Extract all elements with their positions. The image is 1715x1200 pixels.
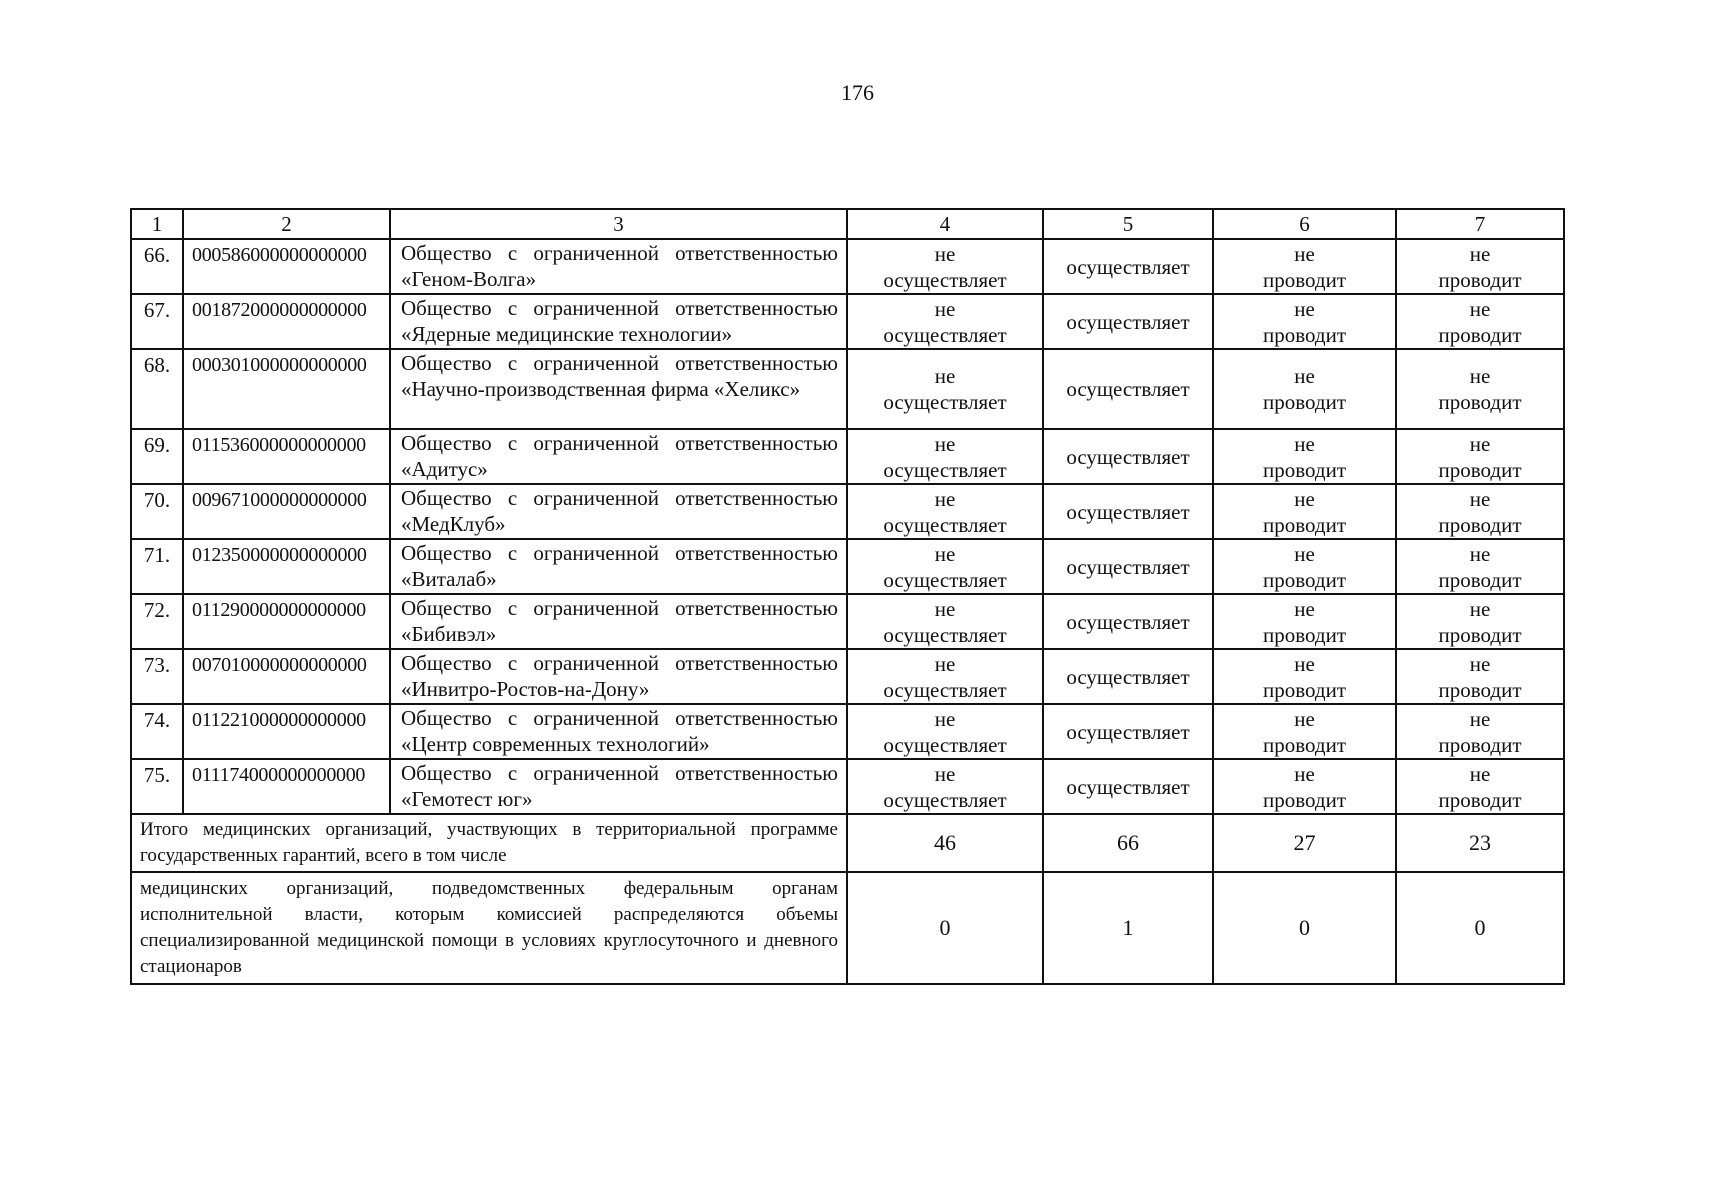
col7-line: не [1469,596,1491,621]
col7-cell [1396,349,1564,429]
table-row [131,649,1564,704]
col4-line: не [934,364,956,388]
col4-cell [847,484,1043,539]
row-number: 67. [131,294,183,349]
row-number: 66. [131,239,183,294]
col7-cell [1396,294,1564,349]
registry-code: 007010000000000000 [183,649,390,704]
col7-cell [1396,484,1564,539]
col6-cell [1213,294,1396,349]
row-number: 69. [131,429,183,484]
col6-line: не [1294,651,1315,676]
col7-line: не [1469,486,1491,511]
totals-value: 23 [1396,814,1564,872]
organization-name: Общество с ограниченной ответственностью «Гемотест юг» [390,759,847,814]
totals-value: 0 [1396,872,1564,984]
col6-line: проводит [1262,677,1346,702]
totals-value: 27 [1213,814,1396,872]
col6-line: проводит [1262,622,1346,647]
col4-line: не [934,486,956,511]
col4-line: осуществляет [883,390,1007,414]
totals-label: медицинских организаций, подведомственных федеральным органам исполнительной власти, которым комиссией распределяются объемы специализированной медицинской помощи в условиях круглосуточного и дневного стационаров [131,872,847,984]
col7-line: проводит [1438,622,1522,647]
col5-cell: осуществляет [1043,429,1213,484]
header-cell: 1 [131,209,183,239]
col5-cell: осуществляет [1043,239,1213,294]
col4-line: осуществляет [883,457,1007,482]
col6-cell [1213,649,1396,704]
registry-code: 012350000000000000 [183,539,390,594]
col4-line: осуществляет [883,512,1007,537]
col4-line: не [934,241,956,266]
organizations-table [130,208,1565,985]
col7-line: не [1469,241,1491,266]
header-cell: 5 [1043,209,1213,239]
col5-cell: осуществляет [1043,704,1213,759]
table-row [131,294,1564,349]
registry-code: 011290000000000000 [183,594,390,649]
col4-cell [847,704,1043,759]
col6-line: проводит [1262,512,1346,537]
col4-cell [847,349,1043,429]
organization-name: Общество с ограниченной ответственностью «Ядерные медицинские технологии» [390,294,847,349]
col6-line: проводит [1262,457,1346,482]
table-header-row [131,209,1564,239]
page-number: 176 [841,80,874,105]
col4-line: осуществляет [883,622,1007,647]
totals-value: 66 [1043,814,1213,872]
organization-name: Общество с ограниченной ответственностью «Научно-производственная фирма «Хеликс» [390,349,847,429]
table-row [131,539,1564,594]
col4-cell [847,294,1043,349]
col6-line: проводит [1262,322,1346,347]
organization-name: Общество с ограниченной ответственностью «МедКлуб» [390,484,847,539]
col7-line: проводит [1438,267,1522,292]
col6-line: не [1294,241,1315,266]
organization-name: Общество с ограниченной ответственностью «Центр современных технологий» [390,704,847,759]
totals-row [131,814,1564,872]
col4-line: осуществляет [883,322,1007,347]
header-cell: 6 [1213,209,1396,239]
totals-value: 1 [1043,872,1213,984]
col7-line: проводит [1438,322,1522,347]
col7-line: не [1469,541,1491,566]
table-row [131,429,1564,484]
col4-line: не [934,761,956,786]
registry-code: 001872000000000000 [183,294,390,349]
col4-line: осуществляет [883,567,1007,592]
col6-line: не [1294,761,1315,786]
col7-line: проводит [1438,512,1522,537]
col6-line: не [1294,431,1315,456]
row-number: 71. [131,539,183,594]
col4-line: осуществляет [883,732,1007,757]
col6-line: проводит [1262,267,1346,292]
col7-line: проводит [1438,390,1522,414]
registry-code: 011221000000000000 [183,704,390,759]
header-cell: 4 [847,209,1043,239]
organization-name: Общество с ограниченной ответственностью «Адитус» [390,429,847,484]
table-row [131,484,1564,539]
col6-cell [1213,484,1396,539]
col7-line: проводит [1438,787,1522,812]
row-number: 70. [131,484,183,539]
col5-cell: осуществляет [1043,594,1213,649]
col5-cell: осуществляет [1043,539,1213,594]
col6-line: проводит [1262,787,1346,812]
header-cell: 2 [183,209,390,239]
col7-line: не [1469,651,1491,676]
col4-cell [847,649,1043,704]
col4-line: не [934,296,956,321]
organization-name: Общество с ограниченной ответственностью «Бибивэл» [390,594,847,649]
col5-cell: осуществляет [1043,349,1213,429]
col6-line: не [1294,541,1315,566]
registry-code: 011536000000000000 [183,429,390,484]
table-row [131,239,1564,294]
col4-cell [847,239,1043,294]
organization-name: Общество с ограниченной ответственностью «Геном-Волга» [390,239,847,294]
col6-cell [1213,594,1396,649]
row-number: 75. [131,759,183,814]
col6-line: не [1294,364,1315,388]
col7-line: не [1469,296,1491,321]
col7-line: не [1469,431,1491,456]
totals-row [131,872,1564,984]
table-row [131,704,1564,759]
header-cell: 3 [390,209,847,239]
col7-cell [1396,239,1564,294]
col4-cell [847,429,1043,484]
col7-line: не [1469,364,1491,388]
col6-line: проводит [1262,390,1346,414]
col7-line: проводит [1438,457,1522,482]
col4-line: осуществляет [883,267,1007,292]
col6-line: проводит [1262,567,1346,592]
header-cell: 7 [1396,209,1564,239]
col5-cell: осуществляет [1043,759,1213,814]
col7-cell [1396,429,1564,484]
table-row [131,594,1564,649]
table-row [131,759,1564,814]
col4-line: не [934,431,956,456]
col7-cell [1396,594,1564,649]
col7-cell [1396,649,1564,704]
col5-cell: осуществляет [1043,294,1213,349]
col4-line: не [934,541,956,566]
registry-code: 011174000000000000 [183,759,390,814]
col7-cell [1396,539,1564,594]
totals-value: 0 [847,872,1043,984]
col4-cell [847,594,1043,649]
col7-cell [1396,759,1564,814]
col6-line: не [1294,706,1315,731]
row-number: 72. [131,594,183,649]
col6-cell [1213,349,1396,429]
col6-cell [1213,759,1396,814]
organization-name: Общество с ограниченной ответственностью «Виталаб» [390,539,847,594]
col7-line: проводит [1438,732,1522,757]
col7-line: не [1469,761,1491,786]
col6-cell [1213,539,1396,594]
col7-cell [1396,704,1564,759]
col6-line: не [1294,596,1315,621]
registry-code: 000586000000000000 [183,239,390,294]
col5-cell: осуществляет [1043,649,1213,704]
col4-cell [847,539,1043,594]
col4-line: не [934,651,956,676]
totals-label: Итого медицинских организаций, участвующих в территориальной программе государственных гарантий, всего в том числе [131,814,847,872]
col5-cell: осуществляет [1043,484,1213,539]
col6-cell [1213,429,1396,484]
organization-name: Общество с ограниченной ответственностью «Инвитро-Ростов-на-Дону» [390,649,847,704]
col6-cell [1213,704,1396,759]
row-number: 68. [131,349,183,429]
col6-line: не [1294,296,1315,321]
col4-line: осуществляет [883,677,1007,702]
row-number: 74. [131,704,183,759]
col4-line: осуществляет [883,787,1007,812]
row-number: 73. [131,649,183,704]
col7-line: проводит [1438,677,1522,702]
col6-line: не [1294,486,1315,511]
col7-line: проводит [1438,567,1522,592]
col4-line: не [934,596,956,621]
totals-value: 46 [847,814,1043,872]
totals-value: 0 [1213,872,1396,984]
registry-code: 000301000000000000 [183,349,390,429]
table-row [131,349,1564,429]
col6-line: проводит [1262,732,1346,757]
col4-line: не [934,706,956,731]
col6-cell [1213,239,1396,294]
col7-line: не [1469,706,1491,731]
col4-cell [847,759,1043,814]
registry-code: 009671000000000000 [183,484,390,539]
